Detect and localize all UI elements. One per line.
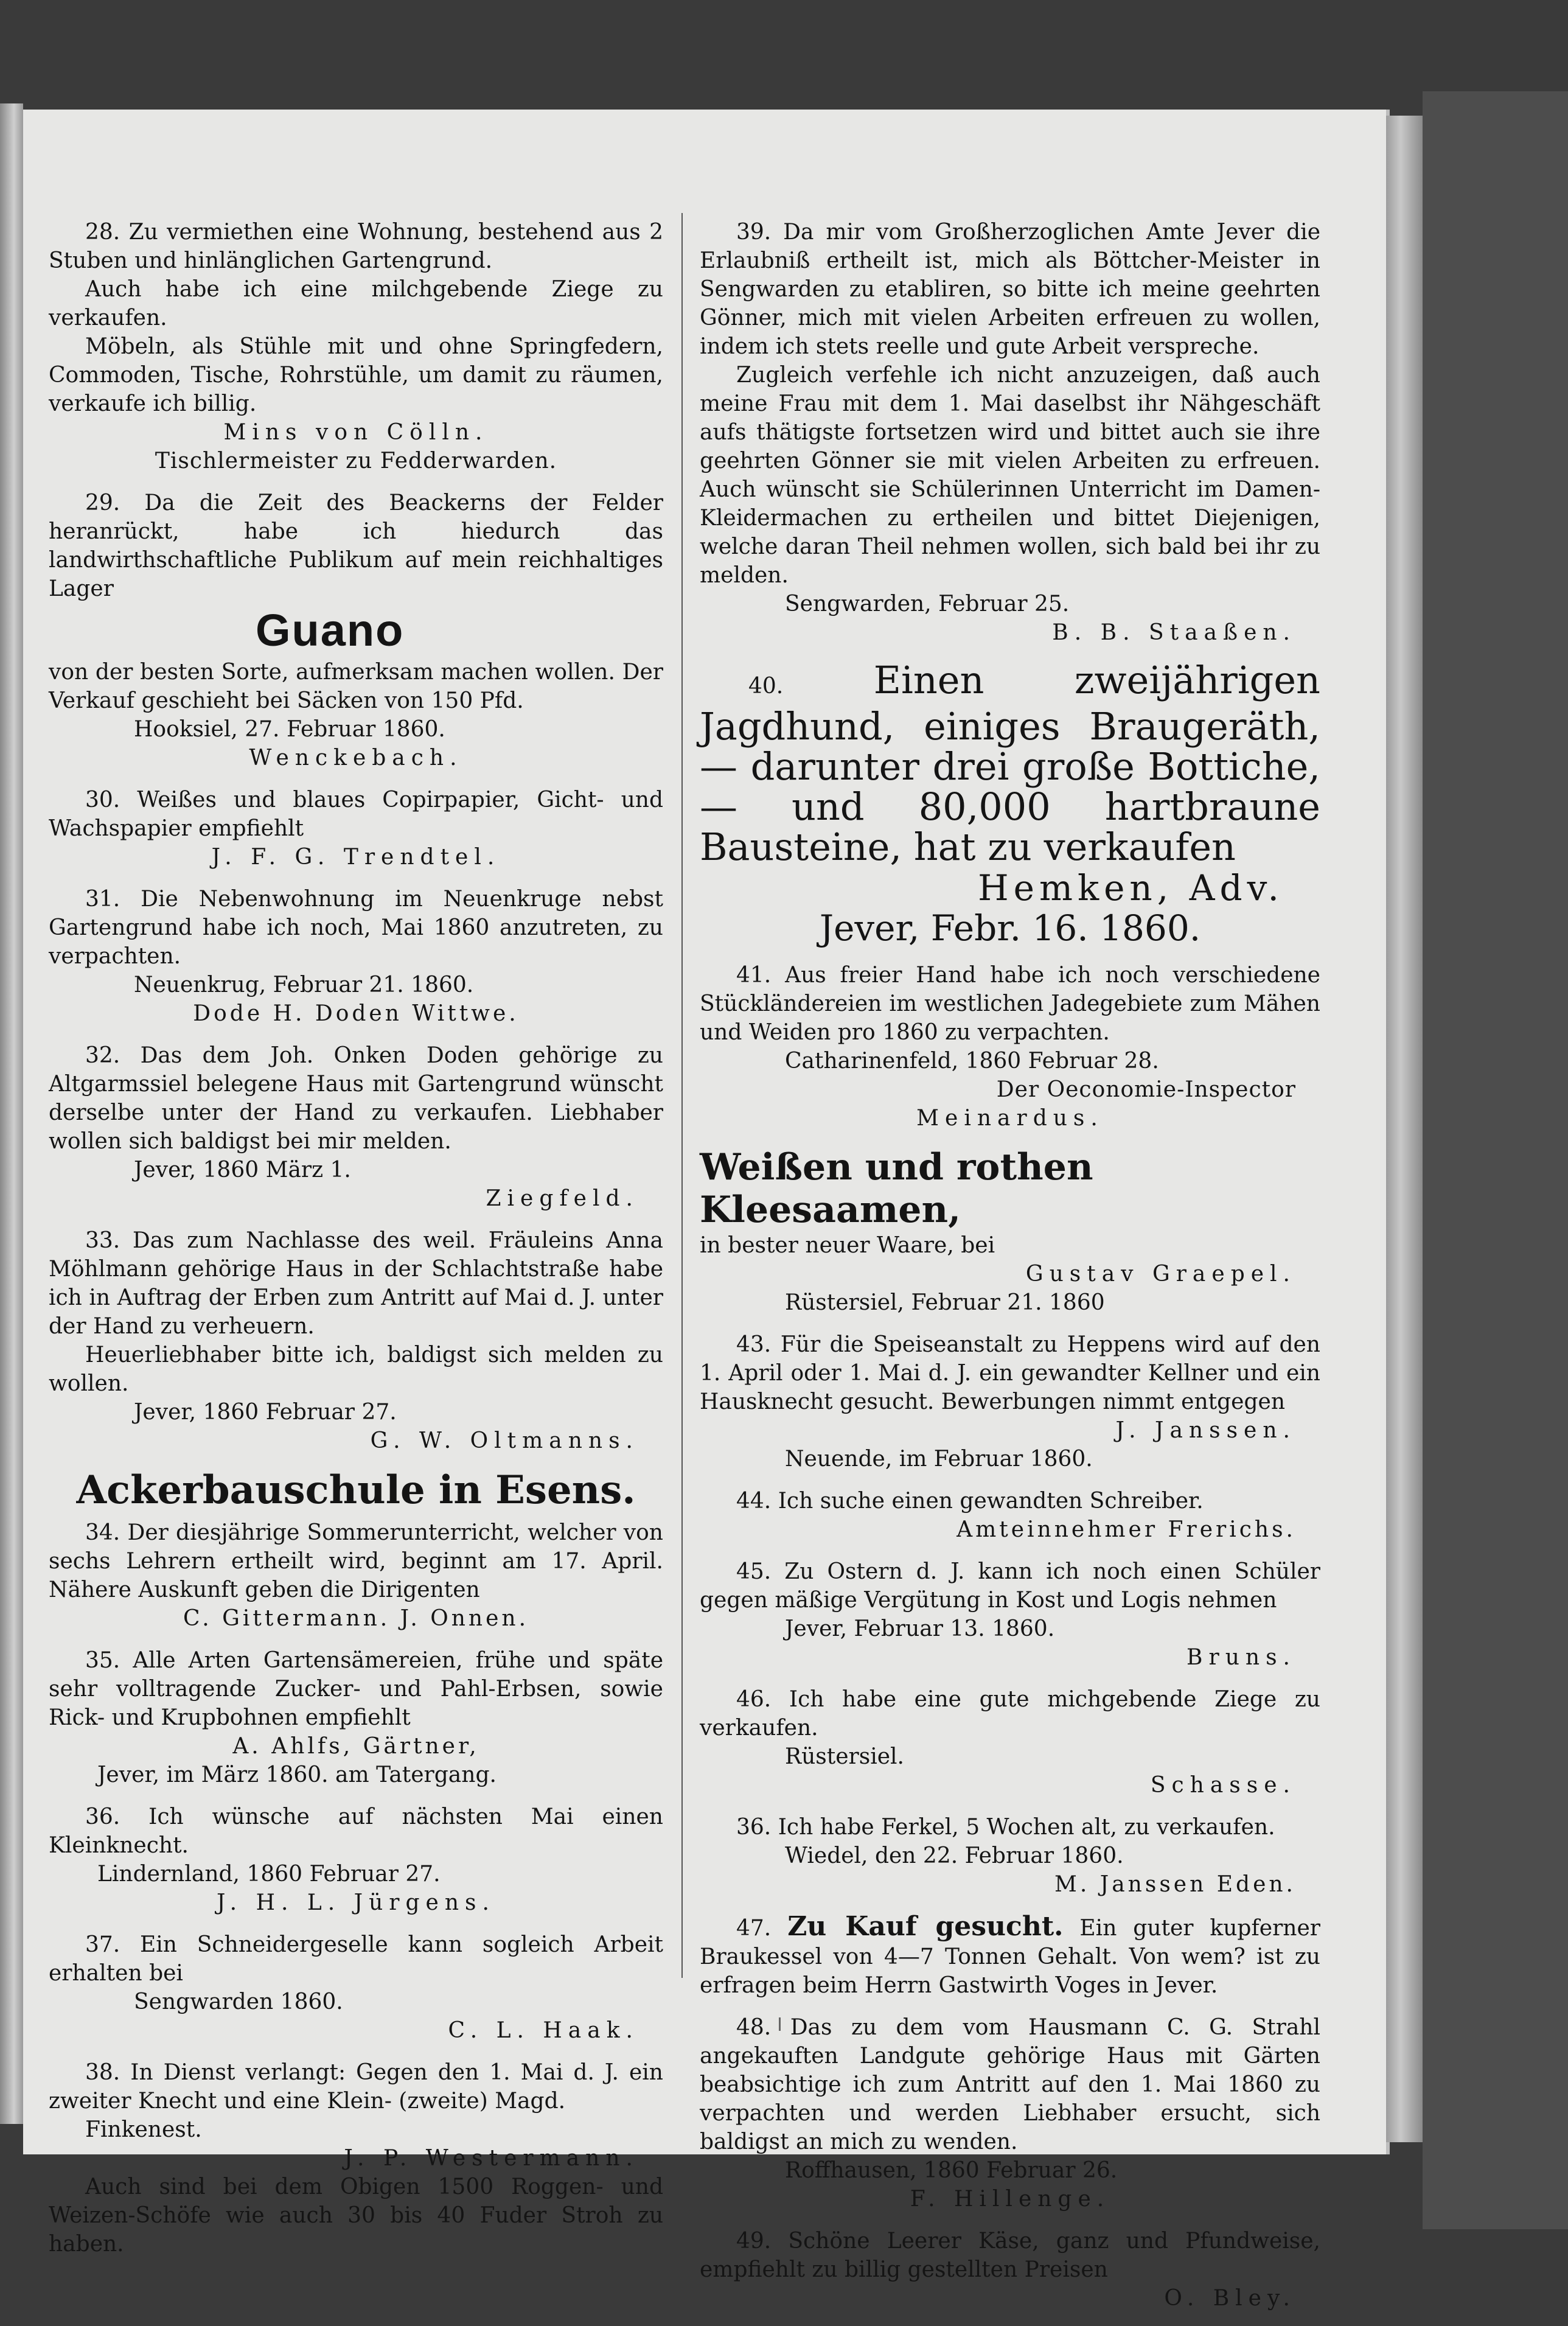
ad-31-place: Neuenkrug, Februar 21. 1860. [134,973,474,997]
ad-36a-place: Lindernland, 1860 Februar 27. [97,1862,441,1887]
book-spine [1423,91,1568,2229]
ad-33-text: 33. Das zum Nachlasse des weil. Fräuleins Anna Möhlmann gehörige Haus in der Schlachtstraße habe ich in Auftrag der Erben zum Antritt auf Mai d. J. unter der Hand zu verheuern. [49,1228,663,1339]
ad-29-signature: Wenckebach. [249,746,463,770]
ad-41-text: 41. Aus freier Hand habe ich noch verschiedene Stückländereien im westlichen Jadegebiete zum Mähen und Weiden pro 1860 zu verpachten. [700,963,1320,1045]
ad-46-place: Rüstersiel. [785,1744,904,1769]
ad-36a-signature: J. H. L. Jürgens. [217,1890,495,1915]
ad-31 [49,885,663,1028]
ad-47-bold: Zu Kauf gesucht. [787,1911,1064,1942]
left-page-edge [0,103,23,2124]
ad-46-signature: Schasse. [1150,1773,1296,1798]
ad-40-text: Einen zweijährigen Jagdhund, einiges Braugeräth, — darunter drei große Bottiche, — und 80,000 hartbraune Bausteine, hat zu verkaufen [700,658,1320,869]
ad-35-text: 35. Alle Arten Gartensämereien, frühe und späte sehr volltragende Zucker- und Pahl-Erbsen, sowie Rick- und Krupbohnen empfiehlt [49,1648,663,1730]
ad-42-place: Rüstersiel, Februar 21. 1860 [785,1290,1105,1315]
ad-32-place: Jever, 1860 März 1. [134,1158,351,1182]
ad-29 [49,489,663,772]
ad-32 [49,1041,663,1213]
ad-44-text: 44. Ich suche einen gewandten Schreiber. [736,1489,1204,1514]
ad-49 [700,2227,1320,2313]
ad-29-text: 29. Da die Zeit des Beackerns der Felder heranrückt, habe ich hiedurch das landwirthschaftliche Publikum auf mein reichhaltiges Lager [49,491,663,601]
ad-48 [700,2013,1320,2213]
ad-36a [49,1803,663,1917]
ad-32-text: 32. Das dem Joh. Onken Doden gehörige zu Altgarmssiel belegene Haus mit Gartengrund wünscht derselbe unter der Hand zu verkaufen. Liebhaber wollen sich baldigst bei mir melden. [49,1043,663,1154]
ad-41-place: Catharinenfeld, 1860 Februar 28. [785,1049,1159,1074]
ackerbauschule-headline: Ackerbauschule in Esens. [76,1467,636,1513]
ad-45 [700,1557,1320,1672]
ad-36b-place: Wiedel, den 22. Februar 1860. [785,1843,1124,1868]
ad-44-signature: Amteinnehmer Frerichs. [956,1517,1296,1542]
ad-33-signature: G. W. Oltmanns. [370,1428,639,1453]
ad-31-text: 31. Die Nebenwohnung im Neuenkruge nebst Gartengrund habe ich noch, Mai 1860 anzutreten, zu verpachten. [49,887,663,969]
ad-35 [49,1646,663,1789]
ad-37-place: Sengwarden 1860. [134,1989,343,2014]
ad-33 [49,1226,663,1455]
ad-43-place: Neuende, im Februar 1860. [785,1447,1093,1472]
ad-28-line-1: 28. Zu vermiethen eine Wohnung, bestehend aus 2 Stuben und hinlänglichen Gartengrund. [49,220,663,273]
ad-40-number: 40. [748,674,784,699]
ad-35-signature: A. Ahlfs, Gärtner, [232,1734,479,1759]
ad-39-text: 39. Da mir vom Großherzoglichen Amte Jever die Erlaubniß ertheilt ist, mich als Böttcher-Meister in Sengwarden zu etabliren, so bitte ich meine geehrten Gönner, mich mit vielen Arbeiten erfreuen zu wollen, indem ich stets reelle und gute Arbeit verspreche. [700,220,1320,359]
ad-43-signature: J. Janssen. [1115,1418,1296,1443]
ad-39-text-2: Zugleich verfehle ich nicht anzuzeigen, daß auch meine Frau mit dem 1. Mai daselbst ihr Nähgeschäft aufs thätigste fortsetzen wird und bittet auch sie ihre geehrten Gönner sie mit vielen Arbeiten zu erfreuen. Auch wünscht sie Schülerinnen Unterricht im Damen-Kleidermachen zu ertheilen und bittet Diejenigen, welche daran Theil nehmen wollen, sich bald bei ihr zu melden. [700,363,1320,588]
ad-39-signature: B. B. Staaßen. [1052,620,1296,645]
ad-38-signature: J. P. Westermann. [344,2146,639,2171]
ad-30 [49,786,663,871]
ad-45-signature: Bruns. [1186,1645,1296,1670]
ad-37 [49,1930,663,2045]
ad-28-line-3: Möbeln, als Stühle mit und ohne Springfedern, Commoden, Tische, Rohrstühle, um damit zu räumen, verkaufe ich billig. [49,334,663,416]
right-page-edge [1386,116,1423,2142]
ad-32-signature: Ziegfeld. [486,1186,639,1211]
ad-41-signature-name: Meinardus. [916,1106,1104,1131]
ad-48-signature: F. Hillenge. [910,2187,1110,2212]
ad-31-signature: Dode H. Doden Wittwe. [193,1001,519,1026]
ad-45-place: Jever, Februar 13. 1860. [785,1616,1055,1641]
ad-39 [700,218,1320,647]
ad-29-guano: Guano [256,605,405,655]
ad-40-place: Jever, Febr. 16. 1860. [819,907,1201,949]
ad-46 [700,1685,1320,1800]
ad-43 [700,1330,1320,1473]
ad-43-text: 43. Für die Speiseanstalt zu Heppens wird auf den 1. April oder 1. Mai d. J. ein gewandter Kellner und ein Hausknecht gesucht. Bewerbungen nimmt entgegen [700,1332,1320,1414]
ad-38-text-2: Auch sind bei dem Obigen 1500 Roggen- und Weizen-Schöfe wie auch 30 bis 40 Fuder Stroh zu haben. [49,2174,663,2257]
ad-45-text: 45. Zu Ostern d. J. kann ich noch einen Schüler gegen mäßige Vergütung in Kost und Logis nehmen [700,1559,1320,1613]
ad-38 [49,2058,663,2258]
ad-40-signature: Hemken, Adv. [978,867,1284,909]
ad-33-place: Jever, 1860 Februar 27. [134,1400,397,1425]
ad-34 [49,1518,663,1633]
ad-30-text: 30. Weißes und blaues Copirpapier, Gicht- und Wachspapier empfiehlt [49,788,663,841]
ad-29-place: Hooksiel, 27. Februar 1860. [134,717,445,742]
ad-34-text: 34. Der diesjährige Sommerunterricht, welcher von sechs Lehrern ertheilt wird, beginnt am 17. April. Nähere Auskunft geben die Dirigenten [49,1520,663,1602]
ad-37-signature: C. L. Haak. [448,2018,639,2043]
ad-47 [700,1912,1320,2000]
ad-35-place: Jever, im März 1860. am Tatergang. [97,1762,497,1787]
ad-34-signature: C. Gittermann. J. Onnen. [183,1606,529,1631]
ad-48-place: Roffhausen, 1860 Februar 26. [785,2158,1118,2183]
ad-42-signature: Gustav Graepel. [1025,1262,1296,1287]
ad-48-text: 48. Das zu dem vom Hausmann C. G. Strahl angekauften Landgute gehörige Haus mit Gärten beabsichtige ich zum Antritt auf den 1. Mai 1860 zu verpachten und werden Liebhaber ersucht, sich baldigst an mich zu wenden. [700,2015,1320,2154]
ad-38-place: Finkenest. [85,2117,202,2142]
ad-47-number: 47. [736,1916,772,1941]
column-divider [681,213,683,1978]
ad-42 [700,1146,1320,1317]
ad-36b-signature: M. Janssen Eden. [1054,1872,1296,1897]
ad-29-text-2: von der besten Sorte, aufmerksam machen wollen. Der Verkauf geschieht bei Säcken von 150 Pfd. [49,660,663,713]
right-column [700,218,1320,2326]
ad-40 [700,660,1320,948]
ad-28-signature: Mins von Cölln. [223,420,489,445]
ad-44 [700,1487,1320,1544]
ad-33-text-2: Heuerliebhaber bitte ich, baldigst sich melden zu wollen. [49,1343,663,1396]
ad-30-signature: J. F. G. Trendtel. [211,845,501,870]
ad-28-signature-title: Tischlermeister zu Fedderwarden. [155,449,557,473]
ad-28 [49,218,663,475]
ad-41-signature: Der Oeconomie-Inspector [996,1077,1296,1102]
ad-46-text: 46. Ich habe eine gute michgebende Ziege zu verkaufen. [700,1687,1320,1741]
ad-38-text: 38. In Dienst verlangt: Gegen den 1. Mai d. J. ein zweiter Knecht und eine Klein- (zweite) Magd. [49,2060,663,2114]
ad-36b [700,1813,1320,1899]
ad-28-line-2: Auch habe ich eine milchgebende Ziege zu verkaufen. [49,277,663,330]
ad-49-signature: O. Bley. [1164,2286,1296,2311]
ad-41 [700,961,1320,1133]
ad-49-text: 49. Schöne Leerer Käse, ganz und Pfundweise, empfiehlt zu billig gestellten Preisen [700,2229,1320,2282]
ad-42-heading: Weißen und rothen Kleesaamen, [700,1146,1093,1231]
left-column [49,218,663,2272]
ad-47-text: Ein guter kupferner Braukessel von 4—7 Tonnen Gehalt. Von wem? ist zu erfragen beim Herrn Gastwirth Voges in Jever. [700,1916,1320,1998]
ad-42-text: in bester neuer Waare, bei [700,1233,995,1258]
ad-36b-text: 36. Ich habe Ferkel, 5 Wochen alt, zu verkaufen. [736,1815,1275,1840]
ad-36a-text: 36. Ich wünsche auf nächsten Mai einen Kleinknecht. [49,1804,663,1858]
ad-39-place: Sengwarden, Februar 25. [785,592,1070,616]
ad-37-text: 37. Ein Schneidergeselle kann sogleich Arbeit erhalten bei [49,1932,663,1986]
